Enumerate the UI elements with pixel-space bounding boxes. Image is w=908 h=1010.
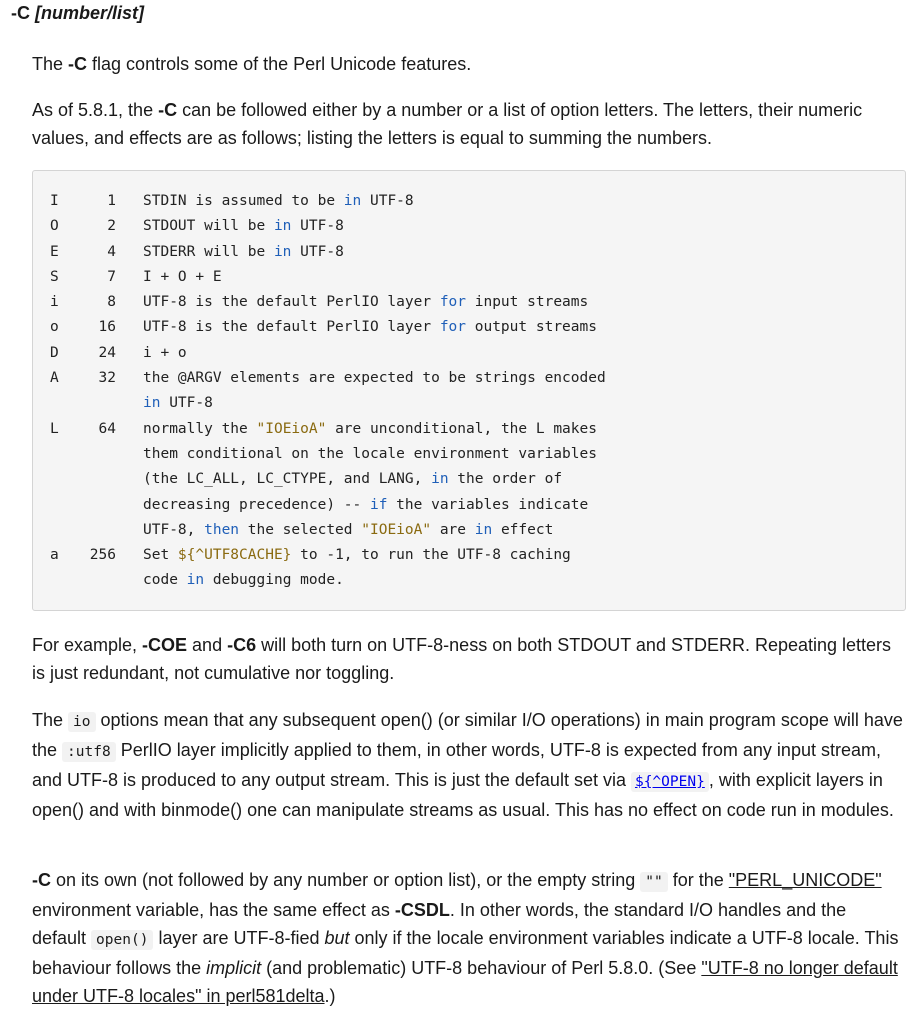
text: on its own (not followed by any number or option list), or the empty string: [51, 870, 641, 890]
code-text: output streams: [466, 319, 597, 336]
code-text: UTF-8: [160, 395, 213, 412]
asof-paragraph: [32, 96, 904, 152]
code-text: the variables indicate: [387, 496, 589, 513]
code-text: are: [431, 521, 475, 538]
option-row: [33, 265, 905, 290]
option-row: [33, 290, 905, 315]
emphasis-text: but: [324, 928, 350, 948]
option-description: [143, 315, 597, 340]
option-description: [143, 568, 344, 593]
flag-text: -CSDL: [394, 900, 450, 920]
code-text: the @ARGV elements are expected to be strings encoded: [143, 370, 606, 387]
code-text: debugging mode.: [204, 572, 344, 589]
inline-code: io: [68, 712, 95, 732]
text: , with explicit layers in open() and with binmode() one can manipulate streams as usual. This has no effect on code run in modules.: [32, 770, 894, 820]
option-description: [143, 214, 344, 239]
text: As of 5.8.1, the: [32, 100, 159, 120]
perl581delta-link[interactable]: "UTF-8 no longer default under UTF-8 locales" in perl581delta: [32, 958, 898, 1006]
option-row: [33, 366, 905, 391]
option-description: [143, 493, 588, 518]
code-text: decreasing precedence) --: [143, 496, 370, 513]
text: and: [187, 635, 228, 655]
string-token: "IOEioA": [361, 521, 432, 538]
text: can be followed either by a number or a list of option letters. The letters, their numeric values, and effects are as follows; listing the letters is equal to summing the numbers.: [32, 100, 863, 148]
open-variable-link[interactable]: ${^OPEN}: [631, 772, 709, 792]
intro-paragraph: [32, 50, 904, 78]
option-row: [33, 189, 905, 214]
code-text: are unconditional, the L makes: [326, 420, 597, 437]
option-number: 1: [107, 193, 116, 209]
code-text: STDOUT will be: [143, 218, 274, 235]
option-description: [143, 189, 414, 214]
flag-text: -C: [32, 870, 51, 890]
option-description: [143, 265, 222, 290]
code-text: code: [143, 572, 187, 589]
perl-unicode-link[interactable]: "PERL_UNICODE": [728, 870, 882, 890]
code-text: UTF-8 is the default PerlIO layer: [143, 294, 440, 311]
code-text: Set: [143, 547, 178, 564]
text: The: [32, 54, 69, 74]
option-letter: E: [50, 243, 59, 260]
option-row: [33, 315, 905, 340]
keyword-token: if: [369, 496, 388, 513]
text: layer are UTF-8-fied: [153, 928, 325, 948]
text: options mean that any subsequent open() (or similar I/O operations) in main program scope will have the: [32, 710, 903, 760]
keyword-token: in: [273, 243, 292, 260]
option-row: [33, 214, 905, 239]
keyword-token: in: [143, 395, 161, 412]
option-description: [143, 240, 344, 265]
option-number: 64: [98, 420, 116, 437]
option-description: [143, 366, 606, 391]
flag-text: -C6: [227, 635, 257, 655]
code-text: UTF-8 is the default PerlIO layer: [143, 319, 440, 336]
option-number: 256: [89, 547, 116, 564]
text: for the: [667, 870, 729, 890]
keyword-token: in: [474, 521, 493, 538]
text: only if the locale environment variables indicate a UTF-8 locale. This behaviour follows the: [32, 928, 899, 978]
keyword-token: in: [431, 471, 449, 488]
text: flag controls some of the Perl Unicode features.: [87, 54, 472, 74]
option-letter: O: [50, 218, 59, 235]
string-token: "IOEioA": [256, 420, 327, 437]
option-description: [143, 391, 213, 416]
option-row: [33, 442, 905, 467]
keyword-token: for: [439, 294, 467, 311]
code-text: UTF-8: [361, 193, 414, 209]
option-row: [33, 568, 905, 593]
keyword-token: in: [343, 193, 362, 209]
option-row: [33, 493, 905, 518]
code-text: STDIN is assumed to be: [143, 193, 344, 209]
options-code-block: [32, 170, 906, 611]
io-paragraph: [32, 706, 904, 824]
text: PerlIO layer implicitly applied to them, in other words, UTF-8 is expected from any input stream, and UTF-8 is produced to any output stream. This is just the default set via: [32, 740, 881, 790]
keyword-token: then: [204, 521, 240, 538]
option-letter: S: [50, 268, 59, 285]
code-text: them conditional on the locale environment variables: [143, 445, 597, 462]
keyword-token: for: [439, 319, 467, 336]
flag-text: -C: [68, 54, 88, 74]
code-text: the order of: [448, 471, 563, 488]
code-text: STDERR will be: [143, 243, 274, 260]
option-row: [33, 518, 905, 543]
option-description: [143, 442, 597, 467]
inline-code: :utf8: [62, 742, 116, 762]
text: The: [32, 710, 69, 730]
option-number: 8: [107, 294, 116, 311]
code-text: UTF-8,: [143, 521, 205, 538]
option-row: [33, 467, 905, 492]
option-number: 24: [98, 344, 116, 361]
option-letter: o: [50, 319, 59, 336]
code-text: (the LC_ALL, LC_CTYPE, and LANG,: [143, 471, 432, 488]
option-letter: L: [50, 420, 59, 437]
option-description: [143, 341, 187, 366]
option-letter: I: [50, 193, 59, 209]
option-letter: D: [50, 344, 59, 361]
code-text: I + O + E: [143, 268, 222, 285]
option-number: 7: [107, 268, 116, 285]
option-row: [33, 391, 905, 416]
option-number: 16: [98, 319, 116, 336]
keyword-token: in: [273, 218, 292, 235]
code-text: the selected: [239, 521, 362, 538]
flag-text: -C: [158, 100, 178, 120]
code-text: input streams: [466, 294, 589, 311]
option-description: [143, 290, 588, 315]
text: (and problematic) UTF-8 behaviour of Perl 5.8.0. (See: [261, 958, 702, 978]
option-description: [143, 467, 562, 492]
option-number: 4: [107, 243, 116, 260]
option-description: [143, 543, 571, 568]
text: For example,: [32, 635, 143, 655]
text: environment variable, has the same effect as: [32, 900, 395, 920]
option-row: [33, 240, 905, 265]
option-number: 32: [98, 370, 116, 387]
code-text: effect: [492, 521, 554, 538]
option-number: 2: [107, 218, 116, 235]
flag-text: -COE: [142, 635, 188, 655]
flag-name: -C: [11, 3, 30, 23]
inline-code: "": [640, 872, 667, 892]
string-token: ${^UTF8CACHE}: [177, 547, 292, 564]
option-letter: A: [50, 370, 59, 387]
code-text: UTF-8: [291, 243, 344, 260]
keyword-token: in: [186, 572, 205, 589]
option-row: [33, 417, 905, 442]
option-letter: a: [50, 547, 59, 564]
inline-code: open(): [91, 930, 153, 950]
text: . In other words, the standard I/O handles and the default: [32, 900, 847, 948]
option-description: [143, 417, 597, 442]
option-row: [33, 543, 905, 568]
options-table: [33, 189, 905, 594]
code-text: UTF-8: [291, 218, 344, 235]
flag-argument: [number/list]: [35, 3, 145, 23]
option-heading: [11, 3, 144, 24]
emphasis-text: implicit: [206, 958, 262, 978]
option-description: [143, 518, 553, 543]
option-letter: i: [50, 294, 59, 311]
own-paragraph: [32, 866, 904, 1010]
example-paragraph: [32, 631, 904, 687]
code-text: to -1, to run the UTF-8 caching: [291, 547, 571, 564]
code-text: i + o: [143, 344, 187, 361]
code-text: normally the: [143, 420, 257, 437]
text: .): [324, 986, 336, 1006]
text: will both turn on UTF-8-ness on both STDOUT and STDERR. Repeating letters is just redundant, not cumulative nor toggling.: [32, 635, 892, 683]
option-row: [33, 341, 905, 366]
